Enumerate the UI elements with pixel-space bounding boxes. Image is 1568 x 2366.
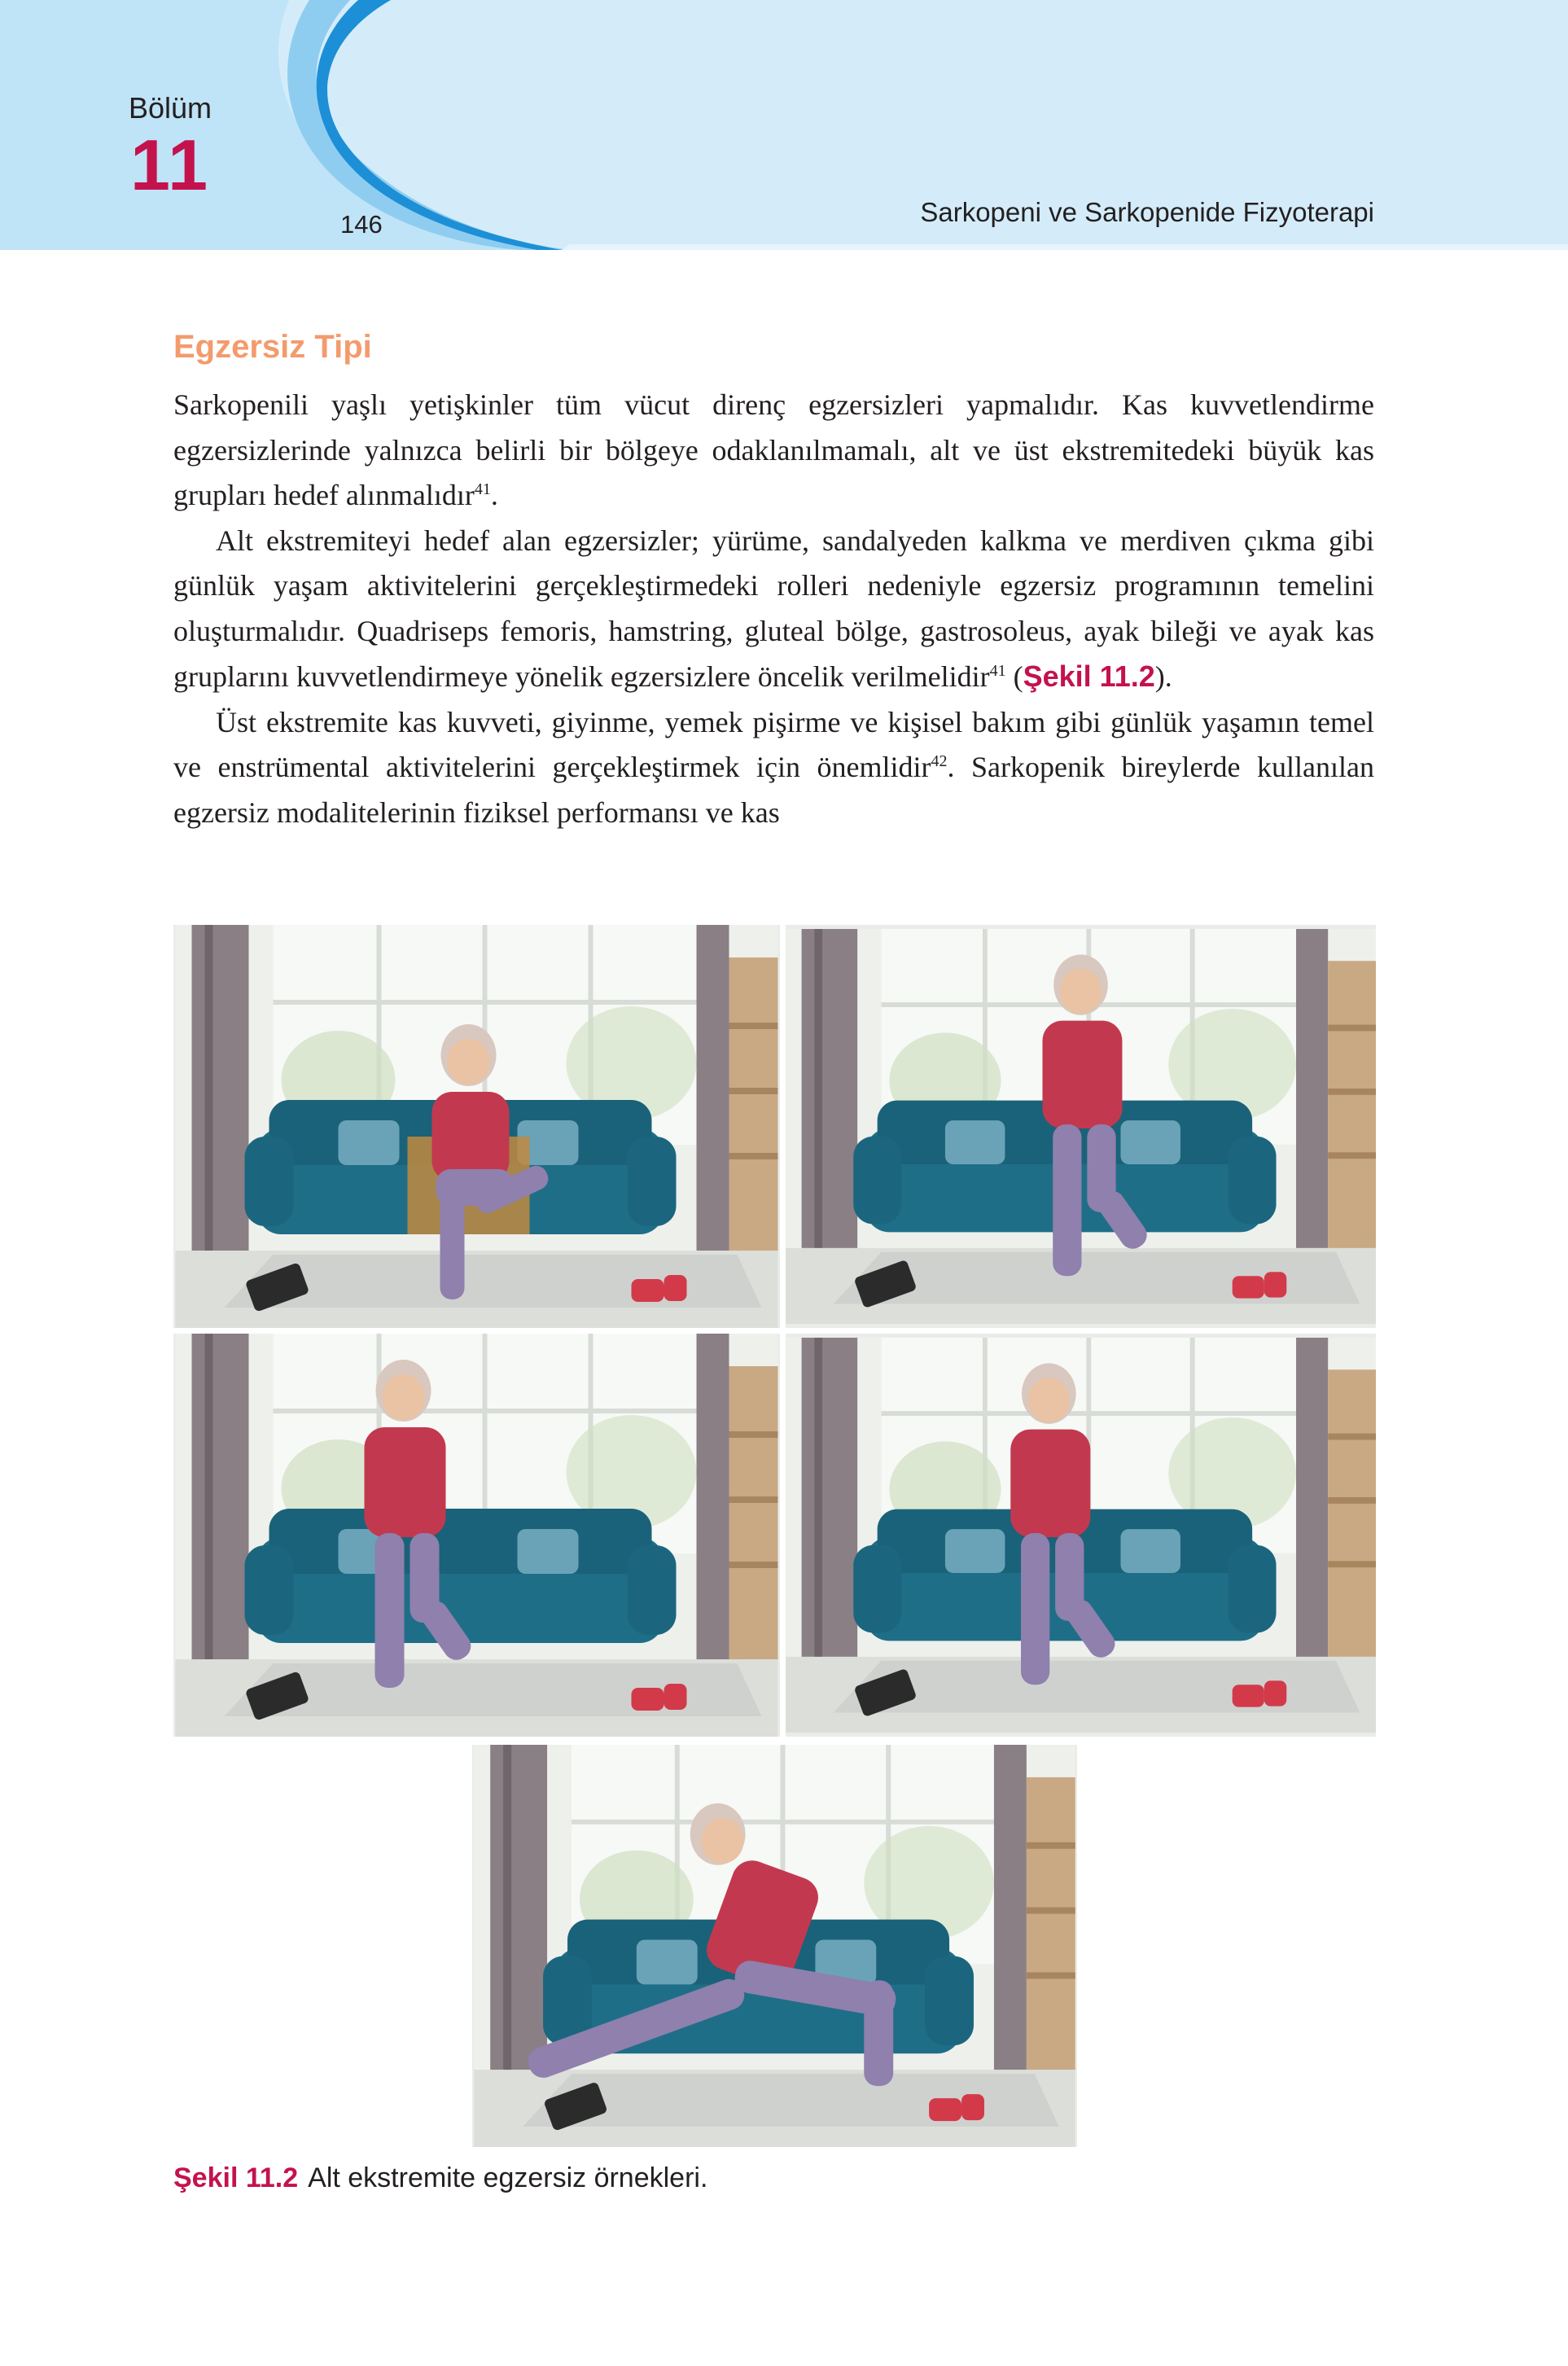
page-header: [0, 0, 1568, 250]
photo-seated-leg-extension: [173, 925, 780, 1328]
section-title: Egzersiz Tipi: [173, 329, 372, 365]
body-text: [173, 383, 1374, 835]
photo-standing-knee-bend-1: [786, 925, 1376, 1328]
photo-lunge: [472, 1745, 1077, 2147]
figure-reference-link[interactable]: Şekil 11.2: [1023, 659, 1155, 693]
chapter-number: 11: [130, 125, 210, 205]
figure-label: Şekil 11.2: [173, 2162, 299, 2193]
citation: 41: [474, 480, 491, 498]
running-title: Sarkopeni ve Sarkopenide Fizyoterapi: [920, 197, 1374, 227]
page-number: 146: [340, 210, 383, 239]
photo-standing-knee-bend-2: [173, 1334, 780, 1737]
figure-caption: [173, 2162, 707, 2194]
paragraph-2: Alt ekstremiteyi hedef alan egzersizler; yürüme, sandalyeden kalkma ve merdiven çıkma gibi günlük yaşam aktivitelerini gerçekleştirmedeki rolleri nedeniyle egzersiz programının temelini oluşturmalıdır. Quadriseps femoris, hamstring, gluteal bölge, gastrosoleus, ayak bileği ve ayak kas gruplarını kuvvetlendirmeye yönelik egzersizlere öncelik verilmelidir$^{41}$ (Şekil 11.2).: [173, 524, 1374, 693]
citation: 42: [931, 752, 948, 770]
paragraph-1: Sarkopenili yaşlı yetişkinler tüm vücut direnç egzersizleri yapmalıdır. Kas kuvvetlendirme egzersizlerinde yalnızca belirli bir bölgeye odaklanılmamalı, alt ve üst ekstremitedeki büyük kas grupları hedef alınmalıdır$^{41}$.: [173, 388, 1374, 511]
photo-marching: [786, 1334, 1376, 1737]
chapter-label: Bölüm: [129, 91, 212, 125]
figure-caption-text: Alt ekstremite egzersiz örnekleri.: [308, 2162, 708, 2193]
paragraph-3: Üst ekstremite kas kuvveti, giyinme, yemek pişirme ve kişisel bakım gibi günlük yaşamın temel ve enstrümental aktivitelerini gerçekleştirmek için önemlidir$^{42}$. Sarkopenik bireylerde kullanılan egzersiz modalitelerinin fiziksel performansı ve kas: [173, 705, 1374, 829]
citation: 41: [989, 662, 1006, 680]
